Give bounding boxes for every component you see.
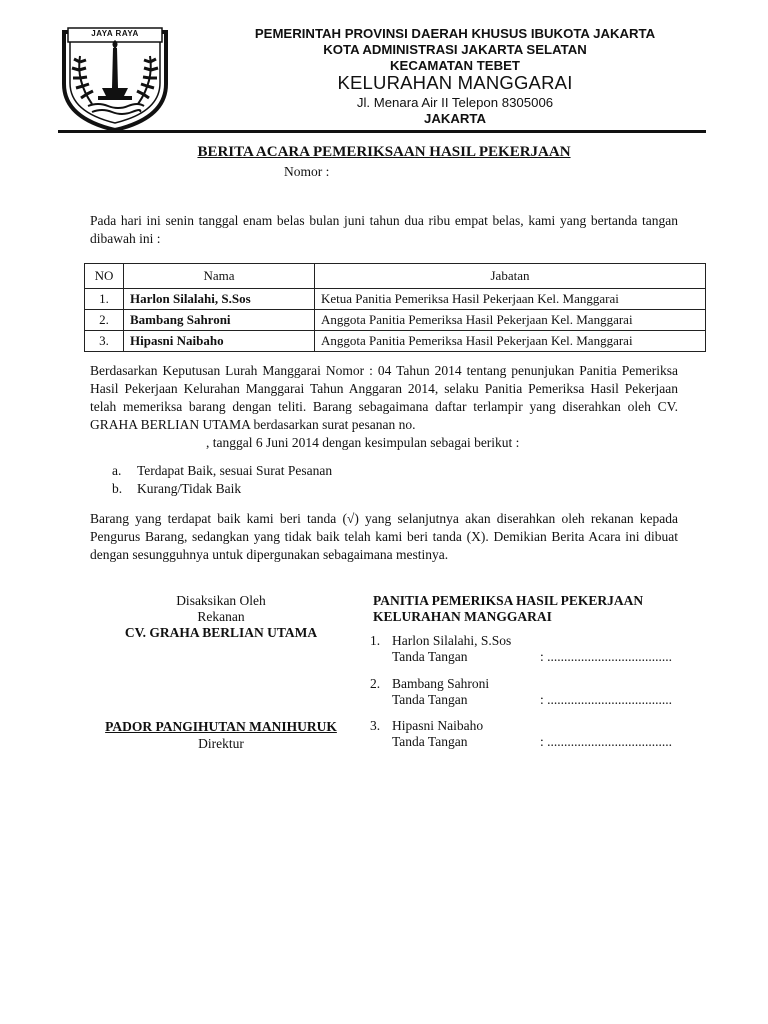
member-name: Harlon Silalahi, S.Sos [392,633,512,648]
table-header-row [85,264,706,289]
letterhead-address: Jl. Menara Air II Telepon 8305006 [356,95,554,110]
letterhead-city: KOTA ADMINISTRASI JAKARTA SELATAN [323,42,587,57]
decision-paragraph-text: Berdasarkan Keputusan Lurah Manggarai Nomor : 04 Tahun 2014 tentang penunjukan Panitia Pemeriksa Hasil Pekerjaan Kelurahan Manggarai Tahun Anggaran 2014, selaku Panitia Pemeriksa Hasil Pekerjaan telah memeriksa barang dengan teliti. Barang sebagaimana daftar terlampir yang diserahkan oleh CV. GRAHA BERLIAN UTAMA berdasarkan surat pesanan no. [90,363,678,432]
table-row [85,310,706,331]
witness-label: Disaksikan Oleh [176,593,266,608]
member-name: Bambang Sahroni [392,676,490,691]
closing-paragraph: Barang yang terdapat baik kami beri tanda (√) yang selanjutnya akan diserahkan oleh rekanan kepada Pengurus Barang, sedangkan yang tidak baik telah kami beri tanda (X). Demikian Berita Acara ini dibuat dengan sesungguhnya untuk dipergunakan sebagaimana mestinya. [90,511,678,562]
row-jabatan: Anggota Panitia Pemeriksa Hasil Pekerjaan Kel. Manggarai [315,331,706,352]
document-title-text: BERITA ACARA PEMERIKSAAN HASIL PEKERJAAN [197,144,571,160]
jakarta-crest-logo [58,26,172,132]
list-text: Terdapat Baik, sesuai Surat Pesanan [137,463,333,478]
member-number: 1. [370,633,381,648]
signature-label: Tanda Tangan [392,734,468,749]
document-number-label: Nomor : [284,164,330,179]
member-name: Hipasni Naibaho [392,718,484,733]
header-nama: Nama [124,264,315,289]
witness-company: CV. GRAHA BERLIAN UTAMA [124,625,318,640]
committee-member [370,676,710,708]
row-jabatan: Ketua Panitia Pemeriksa Hasil Pekerjaan Kel. Manggarai [315,289,706,310]
list-marker: b. [112,481,123,496]
signature-line: : ..................................... [540,649,673,664]
committee-heading: PANITIA PEMERIKSA HASIL PEKERJAAN [373,593,644,608]
row-no: 1. [85,289,124,310]
witness-role: Rekanan [197,609,245,624]
row-jabatan: Anggota Panitia Pemeriksa Hasil Pekerjaan Kel. Manggarai [315,310,706,331]
letterhead-kelurahan: KELURAHAN MANGGARAI [337,72,573,93]
decision-paragraph [90,362,678,452]
logo-banner-text: JAYA RAYA [91,29,139,38]
row-nama: Bambang Sahroni [124,310,315,331]
witness-signatory-position: Direktur [198,736,244,751]
list-item [112,480,241,498]
row-nama: Harlon Silalahi, S.Sos [124,289,315,310]
row-no: 3. [85,331,124,352]
member-number: 2. [370,676,381,691]
letterhead-divider [58,130,706,133]
intro-paragraph: Pada hari ini senin tanggal enam belas bulan juni tahun dua ribu empat belas, kami yang bertanda tangan dibawah ini : [90,213,678,246]
member-number: 3. [370,718,381,733]
signature-line: : ..................................... [540,734,673,749]
list-marker: a. [112,463,122,478]
header-jabatan: Jabatan [315,264,706,289]
letterhead-city-name: JAKARTA [423,111,487,126]
row-nama: Hipasni Naibaho [124,331,315,352]
row-no: 2. [85,310,124,331]
committee-member [370,718,710,750]
committee-member [370,633,710,665]
table-row [85,331,706,352]
header-no: NO [85,264,124,289]
signature-line: : ..................................... [540,692,673,707]
list-text: Kurang/Tidak Baik [137,481,242,496]
document-title [0,144,768,161]
letterhead-government: PEMERINTAH PROVINSI DAERAH KHUSUS IBUKOTA JAKARTA [254,26,656,41]
signature-label: Tanda Tangan [392,649,468,664]
witness-signatory-name: PADOR PANGIHUTAN MANIHURUK [105,719,337,734]
list-item [112,462,332,480]
committee-table [84,263,706,352]
table-row [85,289,706,310]
committee-subheading: KELURAHAN MANGGARAI [373,609,552,624]
letterhead-district: KECAMATAN TEBET [390,58,520,73]
signature-label: Tanda Tangan [392,692,468,707]
decision-paragraph-tail: , tanggal 6 Juni 2014 dengan kesimpulan sebagai berikut : [206,435,520,450]
